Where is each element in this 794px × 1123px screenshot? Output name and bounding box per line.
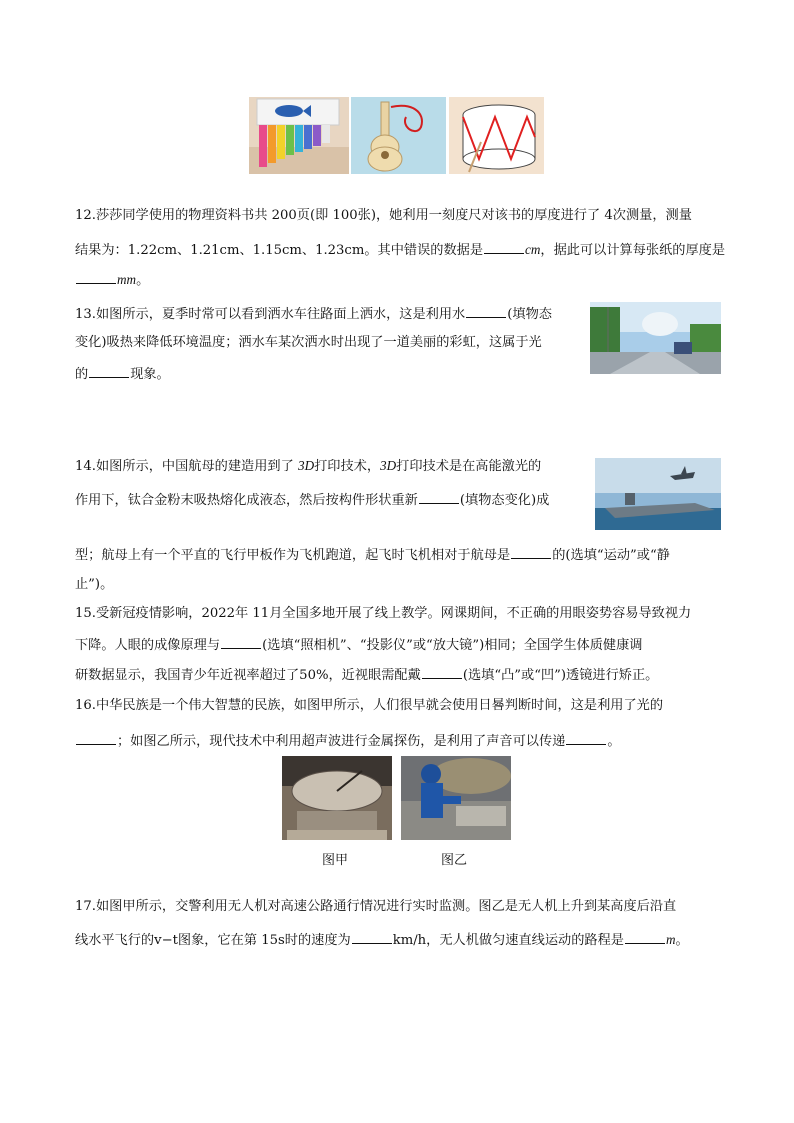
sundial-image bbox=[282, 756, 392, 840]
q14-line3b: 的(选填“运动”或“静 bbox=[552, 548, 670, 563]
q16-blank-1[interactable] bbox=[76, 731, 116, 745]
sprinkler-truck-image bbox=[590, 302, 721, 374]
q13-blank-1[interactable] bbox=[466, 304, 506, 318]
q14-line2b: (填物态变化)成 bbox=[459, 493, 550, 508]
q17-line1-text: 17.如图甲所示，交警利用无人机对高速公路通行情况进行实时监测。图乙是无人机上升到某高度后沿直 bbox=[75, 899, 677, 914]
q15-line2a: 下降。人眼的成像原理与 bbox=[75, 638, 221, 653]
q15-line3 bbox=[75, 665, 658, 685]
q13-line3a: 的 bbox=[75, 367, 89, 382]
q17-line2a: 线水平飞行的v−t图象，它在第 15s时的速度为 bbox=[75, 933, 351, 948]
q12-blank-2[interactable] bbox=[76, 270, 116, 284]
aircraft-carrier-image bbox=[595, 458, 721, 530]
q14-blank-2[interactable] bbox=[511, 545, 551, 559]
q14-line3 bbox=[75, 545, 670, 565]
q15-line3b: (选填“凸”或“凹”)透镜进行矫正。 bbox=[462, 668, 659, 683]
q15-blank-2[interactable] bbox=[422, 665, 462, 679]
q12-line2a: 结果为：1.22cm、1.21cm、1.15cm、1.23cm。其中错误的数据是 bbox=[75, 243, 484, 258]
q14-line1 bbox=[75, 457, 541, 476]
q12-blank-1[interactable] bbox=[484, 240, 524, 254]
q12-line1-text: 12.莎莎同学使用的物理资料书共 200页(即 100张)，她利用一刻度尺对该书的厚度进行了 4次测量，测量 bbox=[75, 208, 692, 223]
q12-line1 bbox=[75, 207, 692, 225]
q16-line1 bbox=[75, 697, 663, 715]
caption-figure-a: 图甲 bbox=[322, 853, 349, 868]
caption-figure-b: 图乙 bbox=[441, 853, 468, 868]
q15-line1 bbox=[75, 605, 691, 623]
q16-line1-text: 16.中华民族是一个伟大智慧的民族，如图甲所示，人们很早就会使用日晷判断时间，这是利用了光的 bbox=[75, 698, 664, 713]
q17-blank-2[interactable] bbox=[625, 930, 665, 944]
q13-line1 bbox=[75, 304, 552, 324]
drum-model-image bbox=[449, 97, 544, 174]
q14-line1a: 14.如图所示，中国航母的建造用到了 bbox=[75, 459, 298, 474]
q13-line1a: 13.如图所示，夏季时常可以看到洒水车往路面上洒水，这是利用水 bbox=[75, 307, 466, 322]
q14-3d-2: 3D bbox=[380, 458, 397, 473]
q16-line2b: 。 bbox=[607, 734, 621, 749]
q14-3d-1: 3D bbox=[297, 458, 315, 473]
q16-line2a: ；如图乙所示，现代技术中利用超声波进行金属探伤，是利用了声音可以传递 bbox=[117, 734, 566, 749]
q17-line2c: 。 bbox=[675, 933, 689, 948]
q15-line2 bbox=[75, 635, 643, 655]
q15-line1-text: 15.受新冠疫情影响，2022年 11月全国多地开展了线上教学。网课期间，不正确的用眼姿势容易导致视力 bbox=[75, 606, 692, 621]
q13-line2-text: 变化)吸热来降低环境温度；洒水车某次洒水时出现了一道美丽的彩虹，这属于光 bbox=[75, 335, 542, 350]
q14-line4-text: 止”)。 bbox=[75, 577, 114, 592]
q12-line3 bbox=[75, 270, 149, 290]
q14-blank-1[interactable] bbox=[419, 490, 459, 504]
q17-blank-1[interactable] bbox=[352, 930, 392, 944]
q13-line3b: 现象。 bbox=[130, 367, 170, 382]
guitar-model-image bbox=[351, 97, 446, 174]
q14-line1c: 打印技术， bbox=[314, 459, 381, 474]
q13-blank-2[interactable] bbox=[89, 364, 129, 378]
q12-line2 bbox=[75, 240, 725, 260]
panpipe-image bbox=[249, 97, 349, 174]
q14-line3a: 型；航母上有一个平直的飞行甲板作为飞机跑道，起飞时飞机相对于航母是 bbox=[75, 548, 511, 563]
q14-line4 bbox=[75, 576, 113, 594]
q14-line1e: 打印技术是在高能激光的 bbox=[396, 459, 542, 474]
q15-blank-1[interactable] bbox=[221, 635, 261, 649]
q13-line2 bbox=[75, 334, 542, 352]
q13-line1b: (填物态 bbox=[507, 307, 552, 322]
q12-line2b: ，据此可以计算每张纸的厚度是 bbox=[540, 243, 726, 258]
q17-unit-m: m bbox=[665, 932, 676, 947]
q15-line3a: 研数据显示，我国青少年近视率超过了50%，近视眼需配戴 bbox=[75, 668, 421, 683]
q12-line3b: 。 bbox=[136, 273, 150, 288]
q17-line2 bbox=[75, 930, 689, 950]
q13-line3 bbox=[75, 364, 170, 384]
q12-unit-cm: cm bbox=[525, 242, 541, 257]
q12-unit-mm: mm bbox=[117, 272, 137, 287]
ultrasonic-flaw-detection-image bbox=[401, 756, 511, 840]
q16-line2 bbox=[75, 731, 621, 751]
q17-line1 bbox=[75, 898, 676, 916]
q16-blank-2[interactable] bbox=[566, 731, 606, 745]
q14-line2 bbox=[75, 490, 549, 510]
q14-line2a: 作用下，钛合金粉末吸热熔化成液态，然后按构件形状重新 bbox=[75, 493, 418, 508]
q15-line2b: (选填“照相机”、“投影仪”或“放大镜”)相同；全国学生体质健康调 bbox=[262, 638, 643, 653]
q17-line2b: km/h，无人机做匀速直线运动的路程是 bbox=[392, 933, 624, 948]
